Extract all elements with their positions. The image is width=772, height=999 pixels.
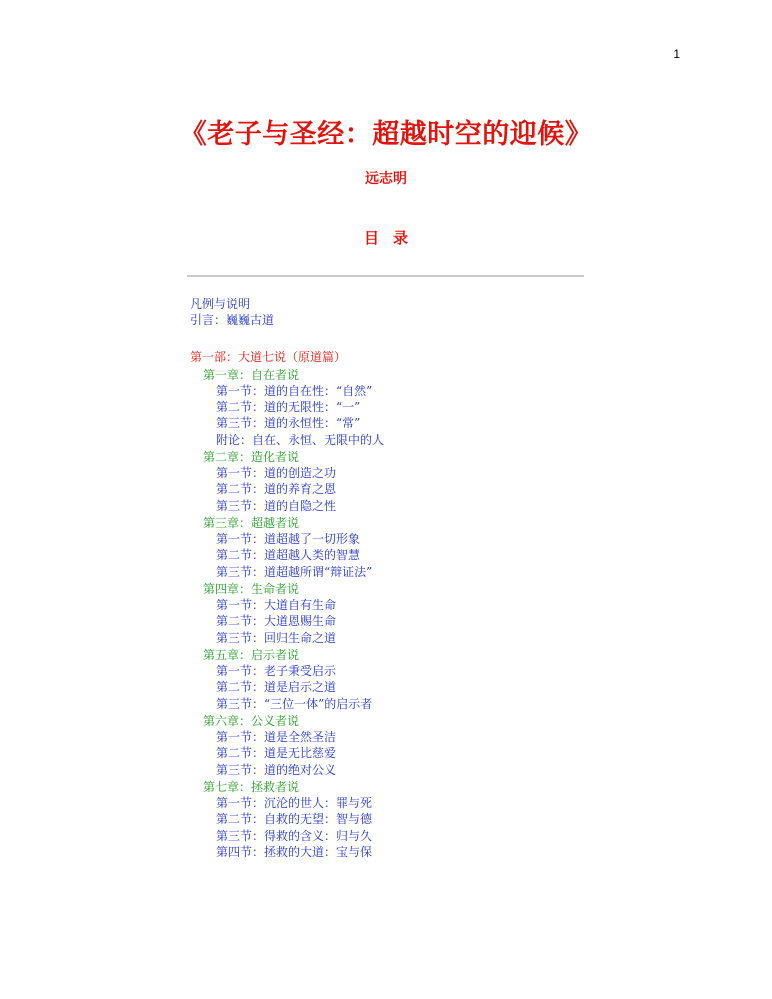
toc-section-item[interactable]: 第一节：沉沦的世人：罪与死 [216, 796, 373, 811]
toc-chapter-title[interactable]: 第六章：公义者说 [203, 714, 300, 728]
toc-section-item[interactable]: 第三节：道超越所谓“辩证法” [216, 564, 373, 579]
toc-chapter-title[interactable]: 第四章：生命者说 [203, 582, 300, 596]
toc-section-item[interactable]: 第一节：大道自有生命 [216, 598, 337, 613]
book-title: 《老子与圣经：超越时空的迎候》 [179, 119, 593, 150]
toc-section-item[interactable]: 附论：自在、永恒、无限中的人 [216, 432, 385, 447]
toc-section-item[interactable]: 第三节：得救的含义：归与久 [216, 828, 373, 843]
toc-section-item[interactable]: 第一节：道超越了一切形象 [216, 532, 361, 547]
toc-chapter-title[interactable]: 第五章：启示者说 [203, 648, 300, 662]
author-name: 远志明 [365, 171, 407, 187]
toc-heading: 目录 [363, 229, 422, 247]
toc-section-item[interactable]: 第二节：道是启示之道 [216, 680, 337, 695]
toc-section-item[interactable]: 第三节：道的绝对公义 [216, 762, 337, 777]
toc-section-item[interactable]: 第二节：大道恩赐生命 [216, 614, 337, 629]
toc-section-item[interactable]: 第四节：拯救的大道：宝与保 [216, 844, 373, 859]
toc-chapter-title[interactable]: 第七章：拯救者说 [203, 780, 300, 794]
toc-intro-item[interactable]: 引言：巍巍古道 [190, 313, 275, 328]
toc-section-item[interactable]: 第一节：老子秉受启示 [216, 664, 337, 679]
toc-section-item[interactable]: 第三节：道的自隐之性 [216, 498, 337, 513]
toc-section-item[interactable]: 第一节：道是全然圣洁 [216, 730, 337, 745]
table-of-contents [190, 296, 610, 860]
toc-chapter-title[interactable]: 第三章：超越者说 [203, 516, 300, 530]
page-number: 1 [673, 47, 680, 61]
toc-section-item[interactable]: 第二节：自救的无望：智与德 [216, 812, 373, 827]
toc-section-item[interactable]: 第二节：道超越人类的智慧 [216, 548, 361, 563]
toc-part-title[interactable]: 第一部：大道七说（原道篇） [190, 350, 347, 365]
toc-section-item[interactable]: 第三节：“三位一体”的启示者 [216, 696, 373, 711]
toc-section-item[interactable]: 第三节：道的永恒性：“常” [216, 416, 361, 431]
toc-intro-item[interactable]: 凡例与说明 [190, 297, 251, 311]
toc-chapter-title[interactable]: 第二章：造化者说 [203, 450, 300, 464]
divider [187, 275, 584, 277]
toc-section-item[interactable]: 第三节：回归生命之道 [216, 630, 337, 645]
toc-chapter-title[interactable]: 第一章：自在者说 [203, 367, 300, 382]
toc-section-item[interactable]: 第二节：道的养育之恩 [216, 482, 337, 497]
toc-section-item[interactable]: 第一节：道的创造之功 [216, 466, 337, 481]
toc-section-item[interactable]: 第一节：道的自在性：“自然” [216, 384, 373, 398]
toc-section-item[interactable]: 第二节：道是无比慈爱 [216, 746, 337, 761]
toc-section-item[interactable]: 第二节：道的无限性：“一” [216, 400, 361, 415]
